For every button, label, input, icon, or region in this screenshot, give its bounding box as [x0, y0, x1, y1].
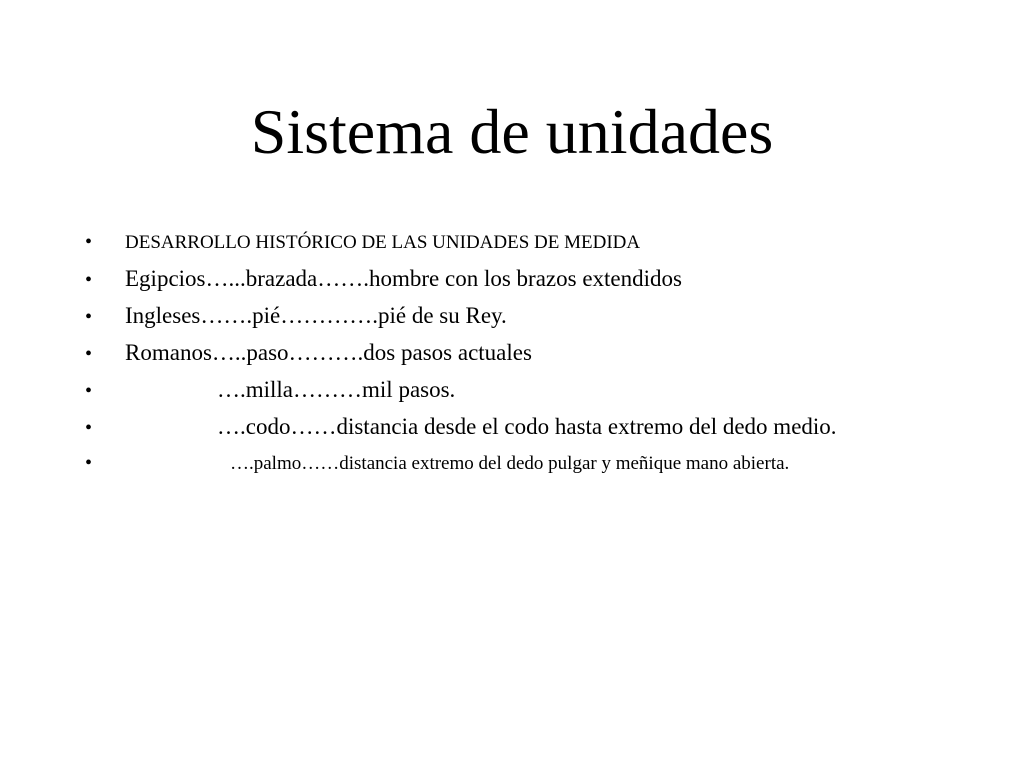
bullet-text: ….codo……distancia desde el codo hasta extremo del dedo medio.: [217, 414, 837, 439]
bullet-item: [85, 297, 1005, 334]
bullet-item: [85, 260, 1005, 297]
slide-title: Sistema de unidades: [250, 96, 774, 167]
bullet-text: Egipcios…...brazada…….hombre con los brazos extendidos: [125, 266, 682, 291]
bullet-icon: •: [85, 306, 93, 328]
bullet-text: Ingleses…….pié………….pié de su Rey.: [125, 303, 507, 328]
bullet-item: [85, 371, 1005, 408]
bullet-item: [85, 408, 1005, 445]
bullet-icon: •: [85, 269, 93, 291]
bullet-text: ….milla………mil pasos.: [217, 377, 456, 402]
bullet-text: ….palmo……distancia extremo del dedo pulgar y meñique mano abierta.: [230, 453, 790, 474]
bullet-item: [85, 224, 1005, 260]
bullet-icon: •: [85, 343, 93, 365]
bullet-icon: •: [85, 231, 93, 253]
bullet-icon: •: [85, 417, 93, 439]
bullet-item: [85, 334, 1005, 371]
bullet-list: [85, 224, 1005, 482]
bullet-text: DESARROLLO HISTÓRICO DE LAS UNIDADES DE MEDIDA: [125, 232, 641, 253]
bullet-item: [85, 445, 1005, 482]
bullet-text: Romanos…..paso……….dos pasos actuales: [125, 340, 532, 365]
bullet-icon: •: [85, 452, 93, 474]
bullet-icon: •: [85, 380, 93, 402]
